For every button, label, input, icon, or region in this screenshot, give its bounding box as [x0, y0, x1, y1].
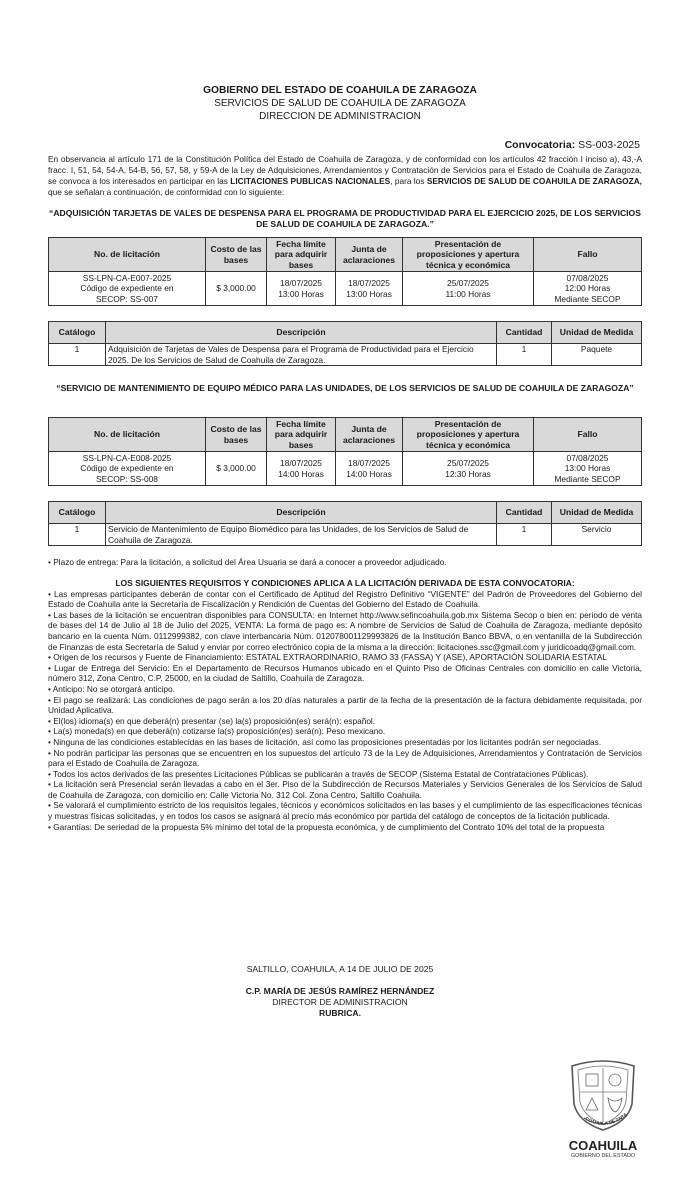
presentacion-value: 25/07/2025 12:30 Horas — [403, 452, 534, 486]
item-descripcion: Servicio de Mantenimiento de Equipo Biomédico para las Unidades, de los Servicios de Salud de Coahuila de Zaragoza. — [106, 524, 497, 546]
requirement-item: • Las empresas participantes deberán de contar con el Certificado de Aptitud del Registro Definitivo “VIGENTE” del Padrón de Proveedores del Gobierno del Estado de Coahuila ante la Secretaría de Fiscalización y Rendición de Cuentas del Gobierno del Estado de Coahuila. — [48, 588, 642, 610]
signature-block — [0, 986, 680, 1019]
seal-subtitle: GOBIERNO DEL ESTADO — [570, 1153, 636, 1159]
intro-paragraph: En observancia al artículo 171 de la Constitución Política del Estado de Coahuila de Zaragoza, y de conformidad con los artículos 42 fracción I inciso a), 43,-A fracc. I, 51, 54, 54-A, 54-B, 56, 57, 58, y 59-A de la Ley de Adquisiciones, Arrendamientos y Contratación de Servicios para el Estado de Coahuila de Zaragoza, se convoca a los interesados en participar en las LICITACIONES PUBLICAS NACIONALES, para los SERVICIOS DE SALUD DE COAHUILA DE ZARAGOZA, que se señalan a continuación, de conformidad con lo siguiente: — [48, 154, 642, 197]
header-junta: Junta de aclaraciones — [336, 238, 403, 272]
document-header — [0, 84, 680, 123]
requirement-item: • La(s) moneda(s) en que deberá(n) cotizarse la(s) proposición(es) será(n): Peso mexicano. — [48, 726, 386, 737]
header-descripcion: Descripción — [106, 502, 497, 524]
table-row — [49, 272, 642, 306]
tender-1-title: “ADQUISICIÓN TARJETAS DE VALES DE DESPENSA PARA EL PROGRAMA DE PRODUCTIVIDAD PARA EL EJERCICIO 2025, DE LOS SERVICIOS DE SALUD DE COAHUILA DE ZARAGOZA.” — [49, 208, 641, 229]
header-health-services: SERVICIOS DE SALUD DE COAHUILA DE ZARAGOZA — [214, 98, 466, 109]
signer-name: C.P. MARÍA DE JESÚS RAMÍREZ HERNÁNDEZ — [245, 986, 435, 996]
header-presentacion: Presentación de proposiciones y apertura técnica y económica — [403, 418, 534, 452]
item-unidad: Paquete — [552, 344, 642, 366]
header-direction: DIRECCION DE ADMINISTRACION — [259, 111, 421, 122]
header-government: GOBIERNO DEL ESTADO DE COAHUILA DE ZARAGOZA — [203, 85, 477, 96]
header-cantidad: Cantidad — [497, 322, 552, 344]
rubrica: RUBRICA. — [318, 1008, 361, 1018]
junta-value: 18/07/2025 13:00 Horas — [336, 272, 403, 306]
header-unidad: Unidad de Medida — [552, 322, 642, 344]
header-fecha-limite: Fecha límite para adquirir bases — [267, 418, 336, 452]
fecha-limite-value: 18/07/2025 14:00 Horas — [267, 452, 336, 486]
requirement-item: • Garantías: De seriedad de la propuesta 5% mínimo del total de la propuesta económica, y de cumplimiento del Contrato 10% del total de la propuesta — [48, 821, 605, 832]
requirement-item: • La licitación será Presencial serán llevadas a cabo en el 3er. Piso de la Subdirección de Recursos Materiales y Servicios Generales de los Servicios de Salud de Coahuila de Zaragoza, con domicilio en: Calle Victoria No. 312 Col. Zona Centro, Saltillo Coahuila. — [48, 779, 642, 800]
header-costo: Costo de las bases — [206, 238, 267, 272]
header-catalogo: Catálogo — [49, 502, 106, 524]
header-presentacion: Presentación de proposiciones y apertura técnica y económica — [403, 238, 534, 272]
requirement-item: • Anticipo: No se otorgará anticipo. — [48, 683, 175, 694]
coat-of-arms-icon — [562, 1052, 644, 1134]
convocatoria-number: Convocatoria: SS-003-2025 — [504, 139, 640, 151]
fecha-limite-value: 18/07/2025 13:00 Horas — [267, 272, 336, 306]
header-unidad: Unidad de Medida — [552, 502, 642, 524]
header-licitacion: No. de licitación — [49, 238, 206, 272]
header-catalogo: Catálogo — [49, 322, 106, 344]
header-fallo: Fallo — [534, 238, 642, 272]
requirement-item: • Todos los actos derivados de las presentes Licitaciones Públicas se publicarán a través de SECOP (Sistema Estatal de Contrataciones Públicas). — [48, 768, 589, 779]
requirement-item: • Lugar de Entrega del Servicio: En el Departamento de Recursos Humanos ubicado en el Quinto Piso de Oficinas Centrales con domicilio en calle Victoria, número 312, Zona Centro, C.P. 25000, en la ciudad de Saltillo, Coahuila de Zaragoza. — [48, 662, 642, 684]
requirement-item: • Las bases de la licitación se encuentran disponibles para CONSULTA: en Internet http://www.sefincoahuila.gob.mx Sistema Secop o bien en: periodo de venta de bases del 14 de Julio al 18 de Julio del 2025, VENTA: La forma de pago es: A nombre de Servicios de Salud de Coahuila de Zaragoza, mediante depósito bancario en la cuenta Núm. 0112999382, con clave interbancaria Núm. 012078001129993826 de la Institución Banco BBVA, o en ventanilla de la Subdirección de Finanzas de esta Secretaría de Salud y enviar por correo electrónico copia de la misma a la dirección: licitaciones.ssc@gmail.com y juridicoadq@gmail.com. — [48, 609, 642, 652]
table-row — [49, 524, 642, 546]
licitacion-number: SS-LPN-CA-E008-2025 Código de expediente en SECOP: SS-008 — [49, 452, 206, 486]
header-fecha-limite: Fecha límite para adquirir bases — [267, 238, 336, 272]
item-catalogo: 1 — [49, 524, 106, 546]
item-cantidad: 1 — [497, 524, 552, 546]
tender-2-items-table — [48, 501, 642, 546]
requirement-item: • El pago se realizará: Las condiciones de pago serán a los 20 días naturales a partir de la fecha de la presentación de la factura debidamente requisitada, por Unidad Aplicativa. — [48, 694, 642, 716]
header-descripcion: Descripción — [106, 322, 497, 344]
table-row — [49, 344, 642, 366]
junta-value: 18/07/2025 14:00 Horas — [336, 452, 403, 486]
requirement-item: • Se valorará el cumplimiento estricto de los requisitos legales, técnicos y económicos solicitados en las bases y el cumplimiento de las especificaciones técnicas y muestras físicas solicitadas, y en todos los casos se asignará al precio más económico por partida del catálogo de conceptos de la licitación publicada. — [48, 800, 642, 822]
header-cantidad: Cantidad — [497, 502, 552, 524]
header-licitacion: No. de licitación — [49, 418, 206, 452]
costo-value: $ 3,000.00 — [206, 452, 267, 486]
header-junta: Junta de aclaraciones — [336, 418, 403, 452]
coahuila-seal — [562, 1052, 644, 1167]
plazo-entrega: • Plazo de entrega: Para la licitación, a solicitud del Área Usuaria se dará a conocer a proveedor adjudicado. — [48, 557, 447, 567]
fallo-value: 07/08/2025 13:00 Horas Mediante SECOP — [534, 452, 642, 486]
costo-value: $ 3,000.00 — [206, 272, 267, 306]
tender-1-items-table — [48, 321, 642, 366]
fallo-value: 07/08/2025 12:00 Horas Mediante SECOP — [534, 272, 642, 306]
seal-name: COAHUILA — [568, 1138, 638, 1153]
place-date: SALTILLO, COAHUILA, A 14 DE JULIO DE 2025 — [246, 964, 434, 974]
item-cantidad: 1 — [497, 344, 552, 366]
header-fallo: Fallo — [534, 418, 642, 452]
tender-2-table — [48, 417, 642, 486]
requirement-item: • Ninguna de las condiciones establecidas en las bases de licitación, así como las proposiciones presentadas por los licitantes podrán ser negociadas. — [48, 736, 602, 747]
header-costo: Costo de las bases — [206, 418, 267, 452]
table-row — [49, 452, 642, 486]
requirement-item: • El(los) idioma(s) en que deberá(n) presentar (se) la(s) proposición(es) será(n): español. — [48, 715, 376, 726]
requirements-section — [48, 578, 642, 832]
tender-2-title: “SERVICIO DE MANTENIMIENTO DE EQUIPO MÉDICO PARA LAS UNIDADES, DE LOS SERVICIOS DE SALUD DE COAHUILA DE ZARAGOZA” — [56, 383, 634, 393]
item-unidad: Servicio — [552, 524, 642, 546]
tender-1-table — [48, 237, 642, 306]
requirement-item: • Origen de los recursos y Fuente de Financiamiento: ESTATAL EXTRAORDINARIO, RAMO 33 (FASSA) Y (ASE), APORTACIÓN SOLIDARIA ESTATAL — [48, 652, 607, 663]
licitacion-number: SS-LPN-CA-E007-2025 Código de expediente en SECOP: SS-007 — [49, 272, 206, 306]
item-catalogo: 1 — [49, 344, 106, 366]
requirements-heading: LOS SIGUIENTES REQUISITOS Y CONDICIONES APLICA A LA LICITACIÓN DERIVADA DE ESTA CONVOCATORIA: — [115, 578, 575, 588]
svg-text:COAHUILA DE ZARAGOZA: COAHUILA DE ZARA — [584, 1111, 628, 1127]
requirement-item: • No podrán participar las personas que se encuentren en los supuestos del artículo 73 de la Ley de Adquisiciones, Arrendamientos y Contratación de Servicios para el Estado de Coahuila de Zaragoza. — [48, 747, 642, 769]
presentacion-value: 25/07/2025 11:00 Horas — [403, 272, 534, 306]
signer-role: DIRECTOR DE ADMINISTRACION — [272, 997, 408, 1007]
item-descripcion: Adquisición de Tarjetas de Vales de Despensa para el Programa de Productividad para el Ejercicio 2025. De los Servicios de Salud de Coahuila de Zaragoza. — [106, 344, 497, 366]
